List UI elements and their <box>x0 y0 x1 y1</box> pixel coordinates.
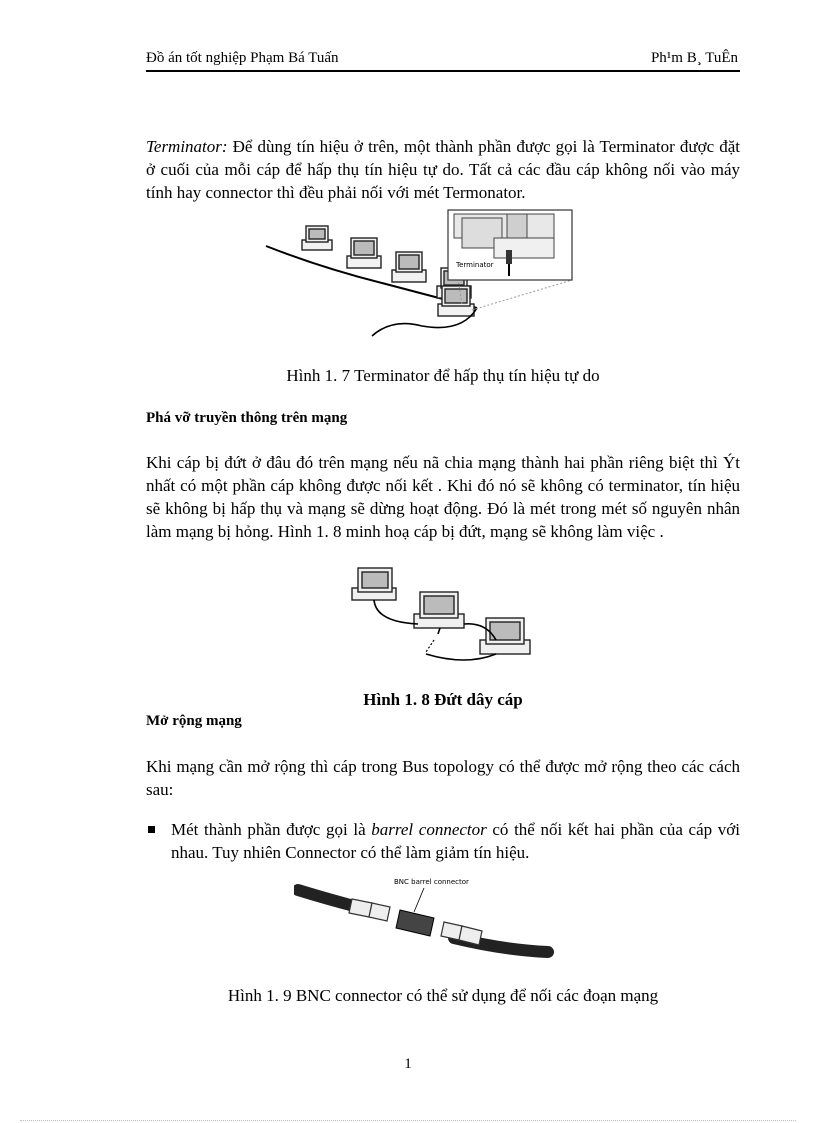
bullet-square-icon <box>148 826 155 833</box>
terminator-paragraph <box>146 135 740 204</box>
computer-middle <box>414 592 464 628</box>
bullet-text: Mét thành phần được gọi là barrel connector có thể nối kết hai phần của cáp với nhau. Tuy nhiên Connector có thể làm giảm tín hiệu. <box>171 820 740 862</box>
barrel-body <box>396 910 434 936</box>
page-header <box>146 48 740 72</box>
terminator-figure-label: Terminator <box>456 261 494 269</box>
section-heading-break: Phá vỡ truyền thông trên mạng <box>146 410 348 426</box>
figure-broken-cable <box>346 562 546 666</box>
section-heading-expand: Mở rộng mạng <box>146 713 242 729</box>
computer-5 <box>438 286 474 316</box>
bullet-item <box>146 818 740 864</box>
terminator-text: Để dùng tín hiệu ở trên, một thành phần được gọi là Terminator được đặt ở cuối của mỗi cáp để hấp thụ tín hiệu tự do. Tất cả các đầu cáp không nối vào máy tính hay connector thì đều phải nối với mét Termonator. <box>146 137 740 202</box>
expand-paragraph: Khi mạng cần mở rộng thì cáp trong Bus topology có thể được mở rộng theo các cách sau: <box>146 757 740 799</box>
header-left-text: Đồ án tốt nghiệp Phạm Bá Tuấn <box>146 50 339 66</box>
left-plug <box>349 899 390 921</box>
figure-1-9-caption: Hình 1. 9 BNC connector có thể sử dụng để nối các đoạn mạng <box>227 986 659 1005</box>
page-number: 1 <box>404 1056 412 1072</box>
terminator-inset <box>448 210 572 280</box>
figure-terminator <box>262 208 576 342</box>
barrel-connector-term: barrel connector <box>371 820 487 839</box>
bnc-figure-label: BNC barrel connector <box>394 878 469 886</box>
break-paragraph: Khi cáp bị đứt ở đâu đó trên mạng nếu nã chia mạng thành hai phần riêng biệt thì Ýt nhất có một phần cáp không được nối kết . Khi đó nó sẽ không có terminator, tín hiệu sẽ không bị hấp thụ và mạng sẽ dừng hoạt động. Đó là mét trong mét số nguyên nhân làm mạng bị hỏng. Hình 1. 8 minh hoạ cáp bị đứt, mạng sẽ không làm việc . <box>146 453 740 541</box>
header-right-text: Ph¹m B¸ TuÊn <box>650 50 738 66</box>
computer-2 <box>347 238 381 268</box>
computer-3 <box>392 252 426 282</box>
page-bottom-border <box>20 1120 796 1121</box>
computer-left <box>352 568 396 600</box>
break-gap <box>426 640 434 652</box>
computer-1 <box>302 226 332 250</box>
figure-bnc-connector <box>294 872 554 964</box>
computer-right <box>480 618 530 654</box>
terminator-term: Terminator: <box>146 137 228 156</box>
figure-1-8-caption: Hình 1. 8 Đứt dây cáp <box>363 690 523 709</box>
figure-1-7-caption: Hình 1. 7 Terminator để hấp thụ tín hiệu tự do <box>286 366 600 385</box>
